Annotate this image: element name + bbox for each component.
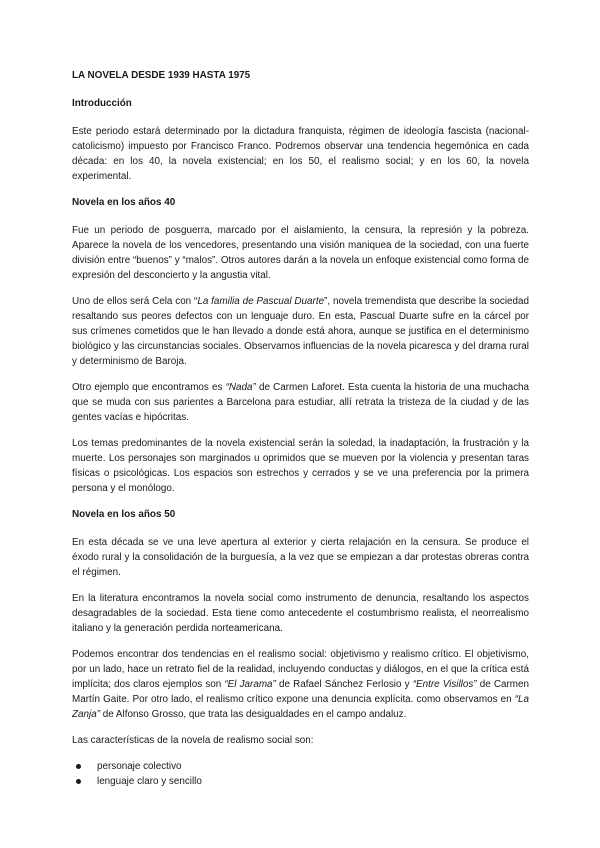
list-item: personaje colectivo (72, 759, 529, 774)
book-title-entre-visillos: “Entre Visillos” (412, 679, 477, 690)
paragraph-laforet: Otro ejemplo que encontramos es “Nada” de Carmen Laforet. Esta cuenta la historia de una muchacha que se muda con sus parientes a Barcelona para estudiar, allí retrata la tristeza de la ciudad y de las gentes vacías e hipócritas. (72, 382, 529, 423)
book-title-pascual-duarte: La familia de Pascual Duarte (197, 296, 325, 307)
paragraph-caracteristicas: Las características de la novela de realismo social son: (72, 735, 314, 746)
document-title: LA NOVELA DESDE 1939 HASTA 1975 (72, 70, 251, 81)
book-title-nada: “Nada” (225, 382, 256, 393)
paragraph-cela: Uno de ellos será Cela con “La familia de Pascual Duarte”, novela tremendista que describe la sociedad resaltando sus peores defectos con un lenguaje duro. En esta, Pascual Duarte sufre en la cárcel por sus crímenes cometidos que le han llevado a donde está ahora, aunque se justifica en el determinismo biológico y las circunstancias sociales. Observamos influencias de la novela picaresca y del drama rural y determinismo de Baroja. (72, 296, 529, 367)
heading-anos-40: Novela en los años 40 (72, 197, 176, 208)
paragraph-50-context: En esta década se ve una leve apertura al exterior y cierta relajación en la censura. Se produce el éxodo rural y la consolidación de la burguesía, a la vez que se empiezan a dar protestas obreras contra el régimen. (72, 537, 529, 578)
paragraph-40-temas: Los temas predominantes de la novela existencial serán la soledad, la inadaptación, la frustración y la muerte. Los personajes son marginados u oprimidos que se mueven por la violencia y presentan taras físicas o psicológicas. Los espacios son estrechos y cerrados y se ve una preferencia por la primera persona y el monólogo. (72, 438, 529, 494)
paragraph-novela-social: En la literatura encontramos la novela social como instrumento de denuncia, resaltando los aspectos desagradables de la sociedad. Esta tiene como antecedente el costumbrismo realista, el neorrealismo italiano y la generación perdida norteamericana. (72, 593, 529, 634)
book-title-el-jarama: “El Jarama” (224, 679, 276, 690)
heading-anos-50: Novela en los años 50 (72, 509, 176, 520)
list-item: lenguaje claro y sencillo (72, 774, 529, 789)
book-title-la-zanja: “La Zanja” (72, 694, 529, 720)
paragraph-intro: Este periodo estará determinado por la dictadura franquista, régimen de ideología fascista (nacional-catolicismo) impuesto por Francisco Franco. Podremos observar una tendencia hegemónica en cada década: en los 40, la novela existencial; en los 50, el realismo social; y en los 60, la novela experimental. (72, 126, 529, 182)
document-page (72, 68, 529, 789)
bullet-list (72, 759, 529, 789)
paragraph-40-context: Fue un periodo de posguerra, marcado por el aislamiento, la censura, la represión y la pobreza. Aparece la novela de los vencedores, presentando una visión maniquea de la sociedad, con una fuerte división entre “buenos” y “malos”. Otros autores darán a la novela un enfoque existencial como forma de expresión del desconcierto y la angustia vital. (72, 225, 529, 281)
paragraph-tendencias: Podemos encontrar dos tendencias en el realismo social: objetivismo y realismo crítico. El objetivismo, por un lado, hace un retrato fiel de la realidad, incluyendo conductas y diálogos, en el que la crítica está implícita; dos claros ejemplos son “El Jarama” de Rafael Sánchez Ferlosio y “Entre Visillos” de Carmen Martín Gaite. Por otro lado, el realismo crítico expone una denuncia explícita. como observamos en “La Zanja” de Alfonso Grosso, que trata las desigualdades en el campo andaluz. (72, 649, 529, 720)
heading-introduccion: Introducción (72, 98, 132, 109)
